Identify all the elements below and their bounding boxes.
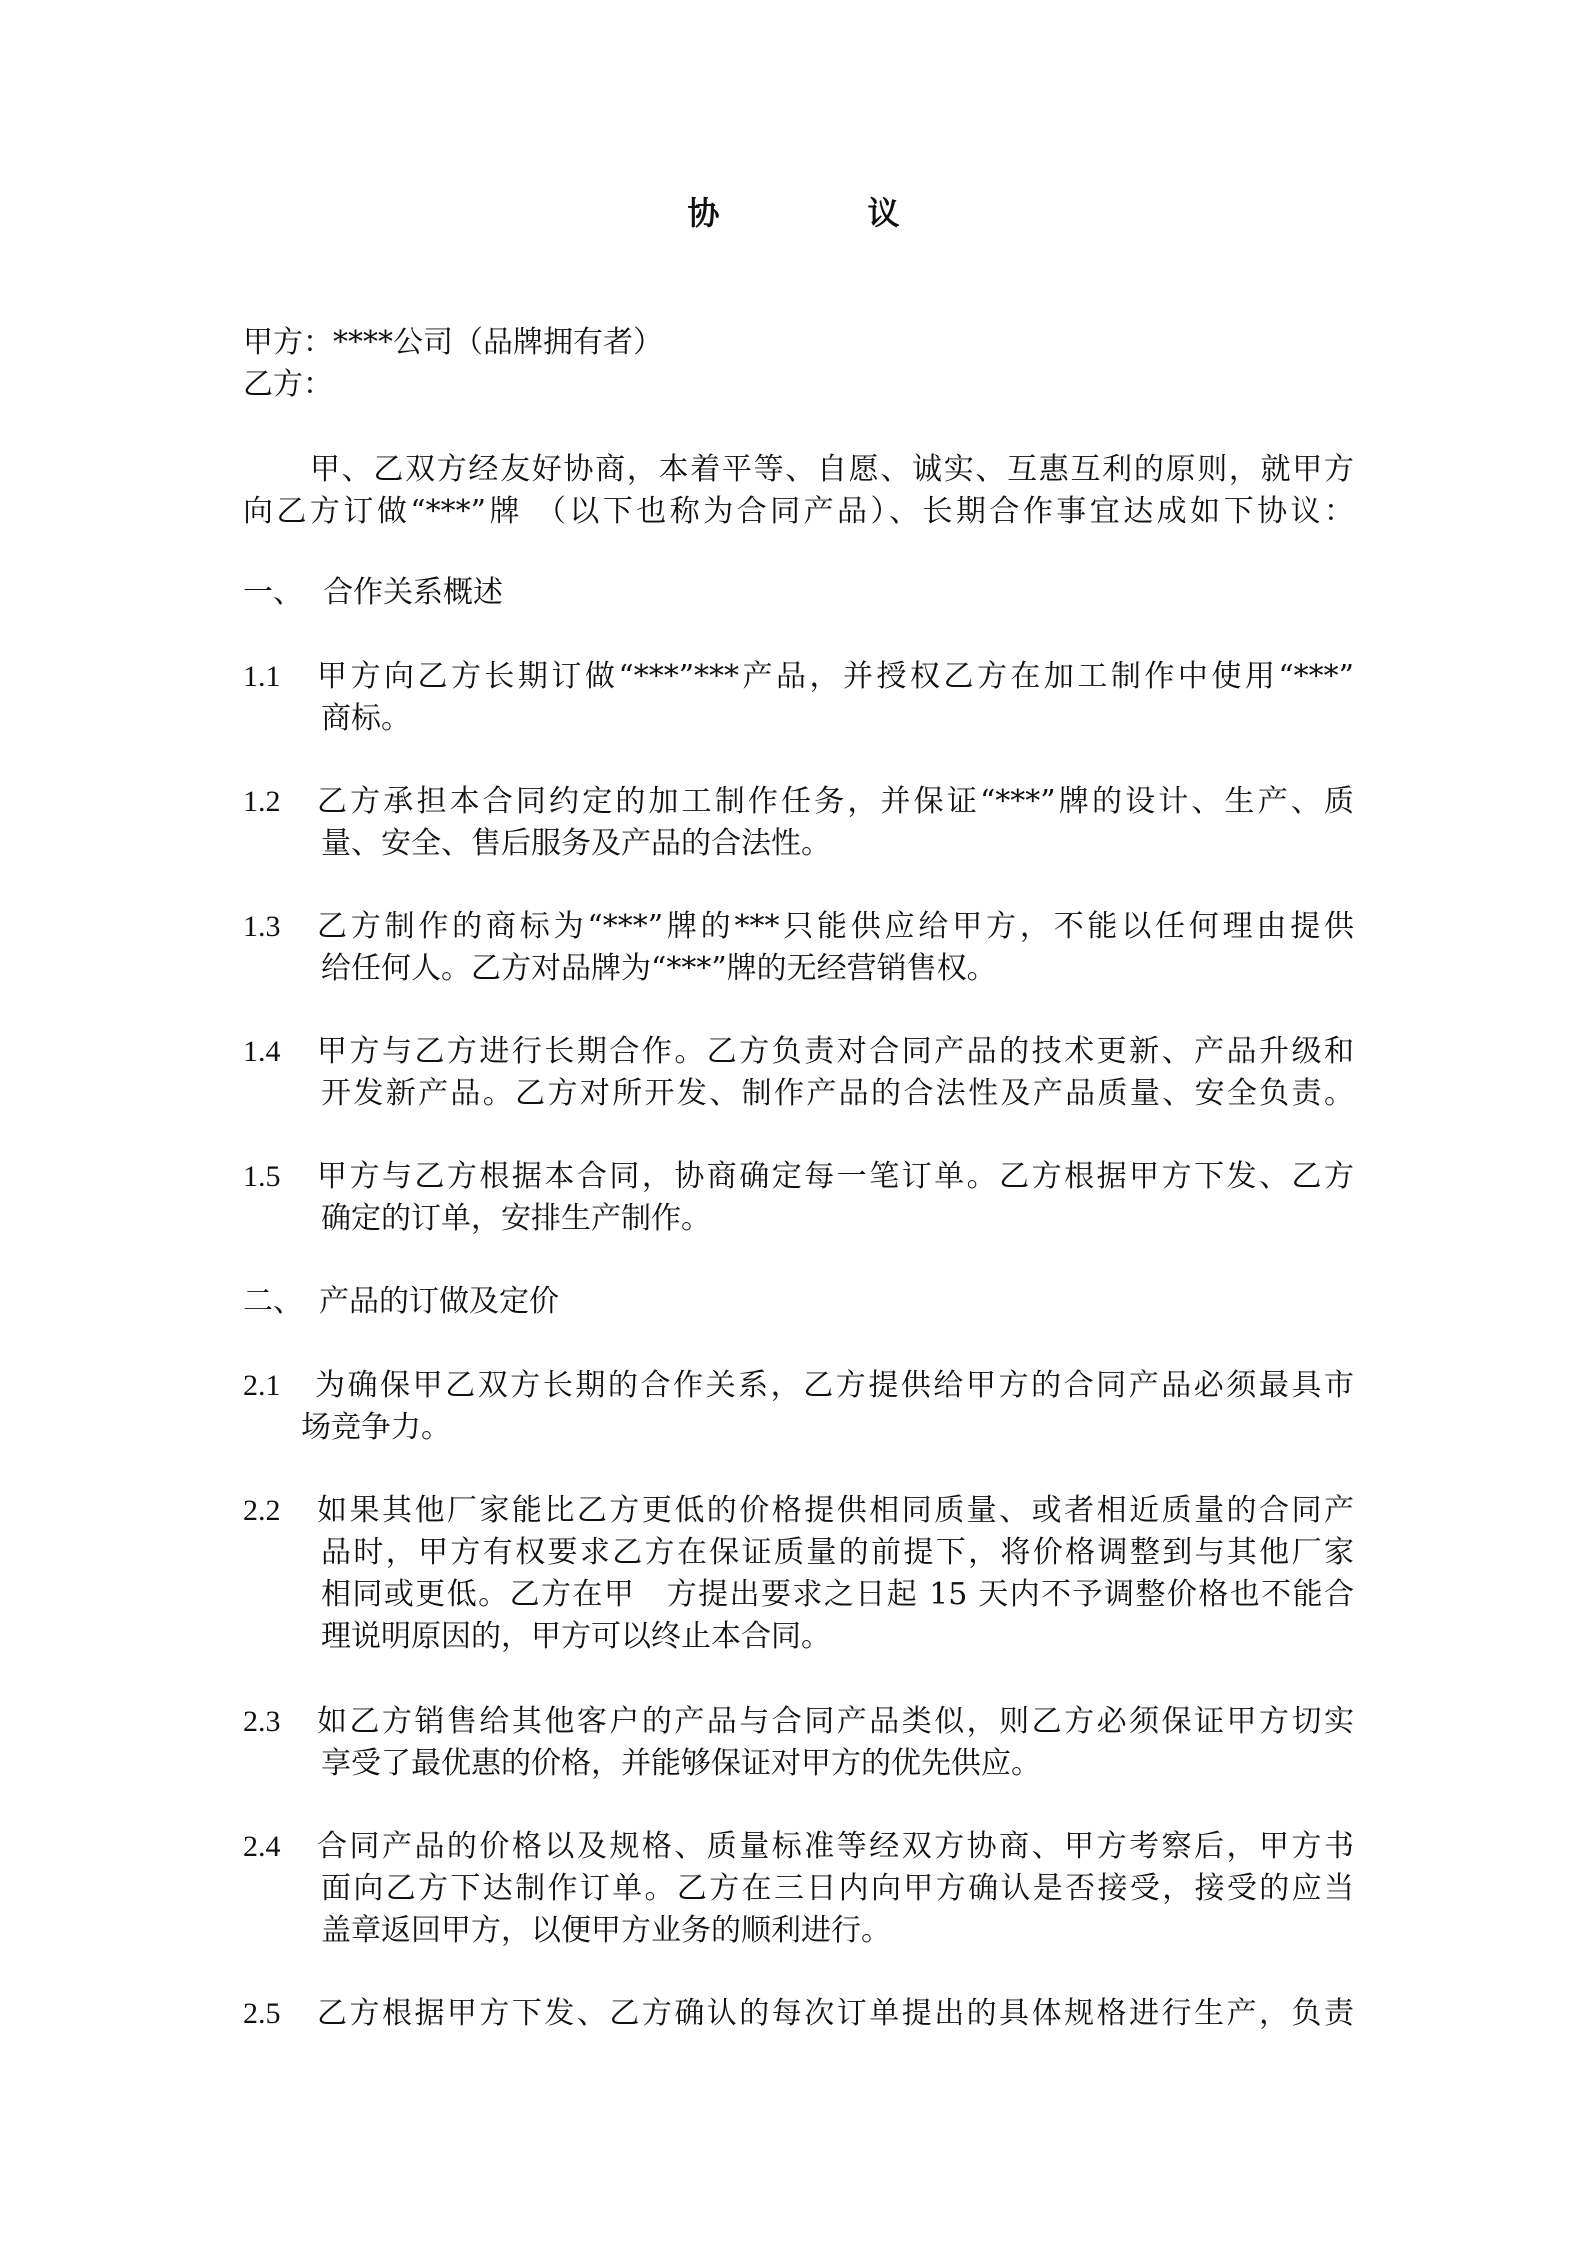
section-title: 产品的订做及定价 [319, 1284, 559, 1319]
party-b-line: 乙方： [243, 367, 333, 402]
clause-number: 2.2 [243, 1494, 281, 1527]
clause-text-line: 为确保甲乙双方长期的合作关系，乙方提供给甲方的合同产品必须最具市 [315, 1368, 1354, 1403]
clause-text-line: 合同产品的价格以及规格、质量标准等经双方协商、甲方考察后，甲方书 [317, 1829, 1354, 1864]
clause-number: 2.5 [243, 1997, 281, 2030]
clause-text-line: 乙方承担本合同约定的加工制作任务，并保证“***”牌的设计、生产、质 [317, 784, 1354, 819]
section-title: 合作关系概述 [323, 575, 503, 610]
clause-number: 1.2 [243, 785, 281, 818]
clause-text-line: 如果其他厂家能比乙方更低的价格提供相同质量、或者相近质量的合同产 [317, 1493, 1354, 1528]
clause-text-line: 甲方与乙方进行长期合作。乙方负责对合同产品的技术更新、产品升级和 [317, 1034, 1354, 1069]
clause-text-line: 盖章返回甲方，以便甲方业务的顺利进行。 [321, 1913, 891, 1948]
clause-number: 1.4 [243, 1035, 281, 1068]
document-title: 协 议 [687, 194, 958, 232]
clause-text-line: 确定的订单，安排生产制作。 [321, 1201, 711, 1236]
clause-text-line: 品时，甲方有权要求乙方在保证质量的前提下，将价格调整到与其他厂家 [321, 1535, 1354, 1570]
clause-text-line: 相同或更低。乙方在甲 方提出要求之日起 15 天内不予调整价格也不能合 [321, 1577, 1354, 1612]
clause-text-line: 场竞争力。 [301, 1410, 451, 1445]
clause-text-line: 乙方根据甲方下发、乙方确认的每次订单提出的具体规格进行生产，负责 [317, 1996, 1354, 2031]
clause-text-line: 理说明原因的，甲方可以终止本合同。 [321, 1619, 831, 1654]
preamble-line-1: 甲、乙双方经友好协商，本着平等、自愿、诚实、互惠互利的原则，就甲方 [310, 452, 1354, 487]
clause-number: 2.1 [243, 1369, 281, 1402]
clause-number: 1.3 [243, 910, 281, 943]
section-number: 一、 [243, 575, 303, 610]
section-number: 二、 [243, 1284, 303, 1319]
clause-text-line: 甲方向乙方长期订做“***”***产品，并授权乙方在加工制作中使用“***” [317, 659, 1354, 694]
clause-text-line: 乙方制作的商标为“***”牌的***只能供应给甲方，不能以任何理由提供 [317, 909, 1354, 944]
clause-number: 1.1 [243, 660, 281, 693]
clause-number: 2.4 [243, 1830, 281, 1863]
clause-text-line: 如乙方销售给其他客户的产品与合同产品类似，则乙方必须保证甲方切实 [317, 1704, 1354, 1739]
clause-text-line: 享受了最优惠的价格，并能够保证对甲方的优先供应。 [321, 1746, 1041, 1781]
clause-text-line: 开发新产品。乙方对所开发、制作产品的合法性及产品质量、安全负责。 [321, 1076, 1354, 1111]
clause-text-line: 面向乙方下达制作订单。乙方在三日内向甲方确认是否接受，接受的应当 [321, 1871, 1354, 1906]
clause-text-line: 给任何人。乙方对品牌为“***”牌的无经营销售权。 [321, 951, 997, 986]
clause-text-line: 量、安全、售后服务及产品的合法性。 [321, 826, 831, 861]
clause-number: 2.3 [243, 1705, 281, 1738]
clause-text-line: 商标。 [321, 701, 411, 736]
preamble-line-2: 向乙方订做“***”牌 （以下也称为合同产品）、长期合作事宜达成如下协议： [243, 494, 1354, 529]
clause-text-line: 甲方与乙方根据本合同，协商确定每一笔订单。乙方根据甲方下发、乙方 [317, 1159, 1354, 1194]
party-a-line: 甲方：****公司（品牌拥有者） [243, 325, 663, 360]
clause-number: 1.5 [243, 1160, 281, 1193]
